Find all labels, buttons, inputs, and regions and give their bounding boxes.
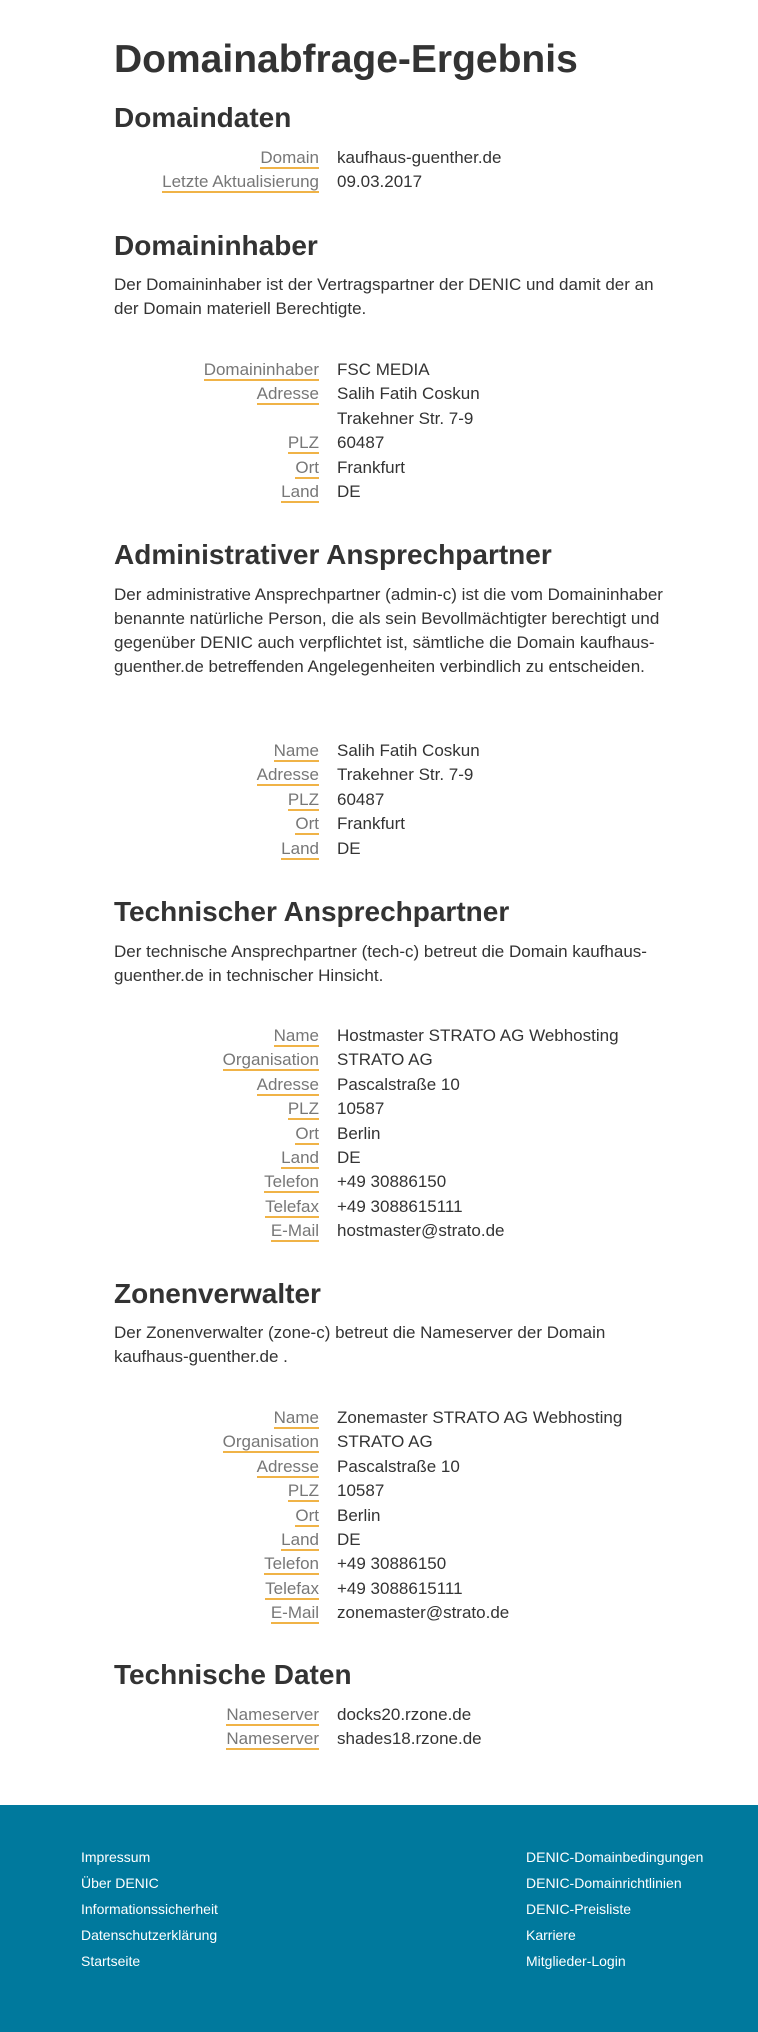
field-value: Zonemaster STRATO AG Webhosting xyxy=(337,1408,623,1427)
section-title-technische-daten: Technische Daten xyxy=(114,1659,352,1690)
field-row xyxy=(0,1195,758,1219)
field-row xyxy=(0,1552,758,1576)
field-label: Name xyxy=(273,1026,319,1045)
field-value: 60487 xyxy=(337,433,385,453)
field-value: Berlin xyxy=(337,1123,381,1143)
field-label: Name xyxy=(273,741,319,760)
field-label: Letzte Aktualisierung xyxy=(162,172,319,192)
field-label: Adresse xyxy=(256,765,319,785)
field-row xyxy=(0,146,758,170)
zone-description: Der Zonenverwalter (zone-c) betreut die Nameserver der Domain kaufhaus-guenther.de . xyxy=(114,1323,606,1366)
field-label: Land xyxy=(281,838,319,858)
field-value: zonemaster@strato.de xyxy=(337,1603,510,1623)
footer-link-karriere[interactable]: Karriere xyxy=(526,1927,576,1943)
footer-link-domainbedingungen[interactable]: DENIC-Domainbedingungen xyxy=(526,1849,704,1865)
field-value: DE xyxy=(337,1147,361,1167)
field-value: Frankfurt xyxy=(337,814,406,834)
field-row xyxy=(0,1601,758,1625)
field-row xyxy=(0,1122,758,1146)
field-row xyxy=(0,1219,758,1243)
field-row xyxy=(0,788,758,812)
field-row xyxy=(0,1703,758,1727)
field-row xyxy=(0,1048,758,1072)
field-label: Adresse xyxy=(256,1456,319,1476)
footer-link-mitglieder-login[interactable]: Mitglieder-Login xyxy=(526,1953,626,1969)
footer-link-ueber-denic[interactable]: Über DENIC xyxy=(81,1875,159,1891)
field-value: +49 30886150 xyxy=(337,1172,447,1192)
field-label: Telefax xyxy=(265,1578,319,1598)
field-label: Land xyxy=(281,481,319,501)
page-title: Domainabfrage-Ergebnis xyxy=(114,38,578,81)
field-value: +49 3088615111 xyxy=(337,1196,463,1216)
field-row xyxy=(0,1727,758,1751)
field-row xyxy=(0,1097,758,1121)
field-value: DE xyxy=(337,838,361,858)
domaininhaber-description: Der Domaininhaber ist der Vertragspartner der DENIC und damit der an der Domain materiell Berechtigte. xyxy=(114,275,654,318)
section-title-domaindaten: Domaindaten xyxy=(114,102,292,133)
field-row xyxy=(0,1504,758,1528)
field-label: Telefax xyxy=(265,1196,319,1216)
tech-description: Der technische Ansprechpartner (tech-c) betreut die Domain kaufhaus-guenther.de in technischer Hinsicht. xyxy=(114,942,647,985)
field-row xyxy=(0,407,758,431)
footer xyxy=(0,1805,758,2032)
field-value: Pascalstraße 10 xyxy=(337,1456,460,1476)
field-value: docks20.rzone.de xyxy=(337,1705,472,1724)
field-row xyxy=(0,1024,758,1048)
field-value: 09.03.2017 xyxy=(337,172,423,192)
field-label: Ort xyxy=(295,1123,319,1143)
field-value: Frankfurt xyxy=(337,457,406,477)
field-row xyxy=(0,1430,758,1454)
tech-list xyxy=(0,1024,758,1244)
field-label: Telefon xyxy=(264,1554,319,1574)
zone-list xyxy=(0,1406,758,1626)
field-row xyxy=(0,382,758,406)
field-row xyxy=(0,431,758,455)
footer-link-domainrichtlinien[interactable]: DENIC-Domainrichtlinien xyxy=(526,1875,682,1891)
field-label: Land xyxy=(281,1147,319,1167)
field-value: 10587 xyxy=(337,1481,385,1501)
domaindaten-list xyxy=(0,146,758,195)
field-row xyxy=(0,1479,758,1503)
field-label: Domain xyxy=(260,148,319,167)
field-row xyxy=(0,1406,758,1430)
field-row xyxy=(0,480,758,504)
field-value: FSC MEDIA xyxy=(337,360,430,379)
field-row xyxy=(0,1455,758,1479)
field-row xyxy=(0,456,758,480)
footer-link-datenschutzerklaerung[interactable]: Datenschutzerklärung xyxy=(81,1927,218,1943)
field-row xyxy=(0,739,758,763)
field-value: Trakehner Str. 7-9 xyxy=(337,408,474,428)
field-row xyxy=(0,1528,758,1552)
footer-link-preisliste[interactable]: DENIC-Preisliste xyxy=(526,1901,632,1917)
field-value: shades18.rzone.de xyxy=(337,1729,482,1749)
field-value: Berlin xyxy=(337,1505,381,1525)
field-row xyxy=(0,837,758,861)
field-value: Trakehner Str. 7-9 xyxy=(337,765,474,785)
field-row xyxy=(0,358,758,382)
footer-link-impressum[interactable]: Impressum xyxy=(81,1849,151,1865)
section-title-zone: Zonenverwalter xyxy=(114,1278,321,1309)
field-label: Nameserver xyxy=(226,1705,319,1724)
admin-list xyxy=(0,739,758,861)
footer-link-informationssicherheit[interactable]: Informationssicherheit xyxy=(81,1901,218,1917)
field-row xyxy=(0,170,758,194)
field-label: Ort xyxy=(295,1505,319,1525)
field-value: +49 30886150 xyxy=(337,1554,447,1574)
field-label: E-Mail xyxy=(270,1221,319,1241)
section-title-admin: Administrativer Ansprechpartner xyxy=(114,539,552,570)
field-row xyxy=(0,812,758,836)
field-label: PLZ xyxy=(287,1099,319,1119)
domaininhaber-list xyxy=(0,358,758,504)
field-value: STRATO AG xyxy=(337,1432,433,1452)
field-row xyxy=(0,1073,758,1097)
field-value: Pascalstraße 10 xyxy=(337,1074,460,1094)
field-value: Hostmaster STRATO AG Webhosting xyxy=(337,1026,619,1045)
field-label: Organisation xyxy=(222,1050,319,1070)
field-row xyxy=(0,763,758,787)
field-row xyxy=(0,1170,758,1194)
field-value: hostmaster@strato.de xyxy=(337,1221,505,1241)
field-row xyxy=(0,1146,758,1170)
field-value: kaufhaus-guenther.de xyxy=(337,148,502,167)
field-label: Ort xyxy=(295,457,319,477)
field-label: Land xyxy=(281,1529,319,1549)
section-title-tech: Technischer Ansprechpartner xyxy=(114,896,510,927)
footer-link-startseite[interactable]: Startseite xyxy=(81,1953,141,1969)
field-value: Salih Fatih Coskun xyxy=(337,384,480,404)
field-label: Adresse xyxy=(256,1074,319,1094)
field-label: Nameserver xyxy=(226,1729,319,1749)
field-label: Domaininhaber xyxy=(203,360,319,379)
field-label: Organisation xyxy=(222,1432,319,1452)
admin-description: Der administrative Ansprechpartner (admin-c) ist die vom Domaininhaber benannte natürliche Person, die als sein Bevollmächtigter berechtigt und gegenüber DENIC auch verpflichtet ist, sämtliche die Domain kaufhaus-guenther.de betreffenden Angelegenheiten verbindlich zu entscheiden. xyxy=(114,585,663,676)
field-label: E-Mail xyxy=(270,1603,319,1623)
field-value: +49 3088615111 xyxy=(337,1578,463,1598)
field-value: Salih Fatih Coskun xyxy=(337,741,480,760)
field-label: Name xyxy=(273,1408,319,1427)
field-value: 10587 xyxy=(337,1099,385,1119)
field-value: 60487 xyxy=(337,789,385,809)
field-row xyxy=(0,1577,758,1601)
field-label: Telefon xyxy=(264,1172,319,1192)
field-label: PLZ xyxy=(287,789,319,809)
field-label: PLZ xyxy=(287,1481,319,1501)
field-label: Ort xyxy=(295,814,319,834)
section-title-domaininhaber: Domaininhaber xyxy=(114,230,318,261)
technische-daten-list xyxy=(0,1703,758,1752)
field-value: DE xyxy=(337,481,361,501)
field-value: DE xyxy=(337,1529,361,1549)
field-value: STRATO AG xyxy=(337,1050,433,1070)
field-label: Adresse xyxy=(256,384,319,404)
field-label: PLZ xyxy=(287,433,319,453)
